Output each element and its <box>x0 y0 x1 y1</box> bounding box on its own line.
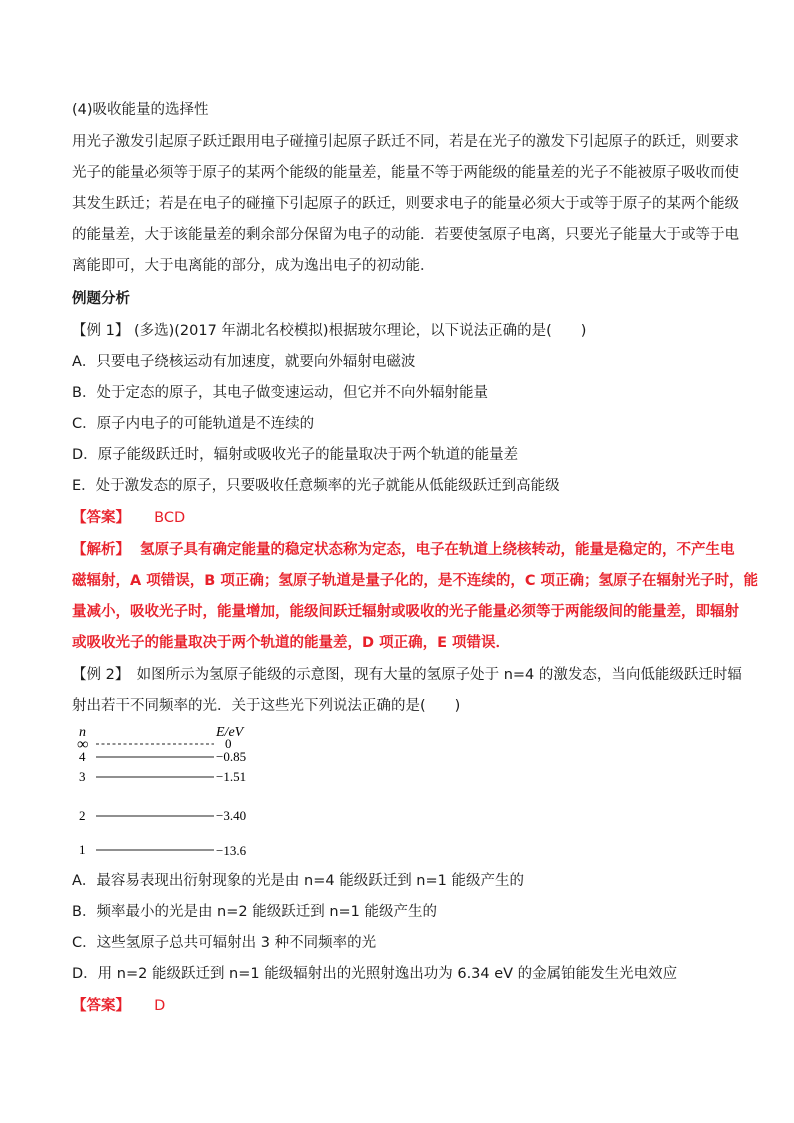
answer-label: 【答案】 <box>72 510 130 526</box>
example1-analysis-line <box>72 540 735 560</box>
level-n-label: 3 <box>79 769 86 784</box>
paragraph-line: 用光子激发引起原子跃迁跟用电子碰撞引起原子跃迁不同，若是在光子的激发下引起原子的跃迁，则要求 <box>72 134 739 150</box>
examples-heading: 例题分析 <box>72 291 130 307</box>
section-heading: (4)吸收能量的选择性 <box>72 102 209 118</box>
level-energy-label: 0 <box>225 736 232 751</box>
energy-axis-label: E/eV <box>216 725 244 740</box>
paragraph-line: 光子的能量必须等于原子的某两个能级的能量差，能量不等于两能级的能量差的光子不能被原子吸收而使 <box>72 165 739 181</box>
level-energy-label: −0.85 <box>216 749 247 764</box>
example2-option-a: A．最容易表现出衍射现象的光是由 n=4 能级跃迁到 n=1 能级产生的 <box>72 873 524 889</box>
example1-option-b: B．处于定态的原子，其电子做变速运动，但它并不向外辐射能量 <box>72 385 488 401</box>
example1-option-a: A．只要电子绕核运动有加速度，就要向外辐射电磁波 <box>72 354 416 370</box>
example1-analysis-line: 量减小，吸收光子时，能量增加，能级间跃迁辐射或吸收的光子能量必须等于两能级间的能量差，即辐射 <box>72 604 739 620</box>
energy-level-diagram <box>70 724 270 864</box>
example2-answer <box>72 996 165 1016</box>
paragraph-line: 其发生跃迁；若是在电子的碰撞下引起原子的跃迁，则要求电子的能量必须大于或等于原子的某两个能级 <box>72 196 739 212</box>
answer-label: 【答案】 <box>72 998 130 1014</box>
n-axis-label: n <box>79 725 86 740</box>
level-n-label: 4 <box>79 749 86 764</box>
level-energy-label: −13.6 <box>216 843 247 858</box>
example1-option-c: C．原子内电子的可能轨道是不连续的 <box>72 416 315 432</box>
example2-option-d: D．用 n=2 能级跃迁到 n=1 能级辐射出的光照射逸出功为 6.34 eV 的金属铂能发生光电效应 <box>72 966 678 982</box>
answer-value: D <box>154 998 166 1014</box>
level-energy-label: −3.40 <box>216 808 247 823</box>
example2-option-c: C．这些氢原子总共可辐射出 3 种不同频率的光 <box>72 935 377 951</box>
level-energy-label: −1.51 <box>216 769 247 784</box>
analysis-label: 【解析】 <box>72 542 130 558</box>
example2-option-b: B．频率最小的光是由 n=2 能级跃迁到 n=1 能级产生的 <box>72 904 438 920</box>
answer-value: BCD <box>154 510 186 526</box>
example1-analysis-line: 磁辐射，A 项错误，B 项正确；氢原子轨道是量子化的，是不连续的，C 项正确；氢原子在辐射光子时，能 <box>72 573 759 589</box>
level-n-label: 2 <box>79 808 86 823</box>
paragraph-line: 的能量差，大于该能量差的剩余部分保留为电子的动能．若要使氢原子电离，只要光子能量大于或等于电 <box>72 227 739 243</box>
example1-analysis-line: 或吸收光子的能量取决于两个轨道的能量差，D 项正确，E 项错误． <box>72 635 511 651</box>
example2-question-line: 【例 2】 如图所示为氢原子能级的示意图，现有大量的氢原子处于 n=4 的激发态，当向低能级跃迁时辐 <box>72 667 742 683</box>
example1-option-e: E．处于激发态的原子，只要吸收任意频率的光子就能从低能级跃迁到高能级 <box>72 478 560 494</box>
example1-question: 【例 1】 (多选)(2017 年湖北名校模拟)根据玻尔理论，以下说法正确的是( ) <box>72 323 587 339</box>
example2-question-line: 射出若干不同频率的光．关于这些光下列说法正确的是( ) <box>72 698 461 714</box>
level-n-label: 1 <box>79 842 86 857</box>
example1-option-d: D．原子能级跃迁时，辐射或吸收光子的能量取决于两个轨道的能量差 <box>72 447 519 463</box>
level-n-label: ∞ <box>77 736 89 753</box>
analysis-text: 氢原子具有确定能量的稳定状态称为定态，电子在轨道上绕核转动，能量是稳定的，不产生电 <box>140 542 735 558</box>
example1-answer <box>72 508 185 528</box>
paragraph-line: 离能即可，大于电离能的部分，成为逸出电子的初动能． <box>72 258 435 274</box>
